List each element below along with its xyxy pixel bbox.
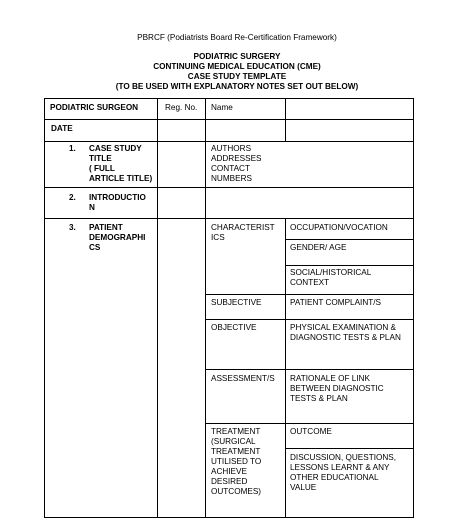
gender-age-label: GENDER/ AGE <box>290 243 347 252</box>
row-divider-header <box>44 119 414 120</box>
row-divider-2 <box>44 218 414 219</box>
subtitle-line-4: (TO BE USED WITH EXPLANATORY NOTES SET OUT BELOW) <box>115 82 359 91</box>
table-border-top <box>44 98 414 99</box>
column-divider-1 <box>157 98 158 518</box>
table-border-bottom <box>44 517 414 518</box>
discussion-label: DISCUSSION, QUESTIONS, LESSONS LEARNT & ANY OTHER EDUCATIONAL VALUE <box>290 453 396 492</box>
section-divider-subjective <box>205 294 414 295</box>
social-historical-label: SOCIAL/HISTORICAL CONTEXT <box>290 268 372 287</box>
authors-label: AUTHORS ADDRESSES CONTACT NUMBERS <box>211 144 262 183</box>
column-divider-2 <box>205 98 206 518</box>
patient-demographics-label: PATIENT DEMOGRAPHI CS <box>89 223 146 252</box>
rationale-label: RATIONALE OF LINK BETWEEN DIAGNOSTIC TESTS & PLAN <box>290 374 384 403</box>
subjective-label: SUBJECTIVE <box>211 298 262 307</box>
section-divider-assessment <box>205 369 414 370</box>
row-divider-1 <box>44 187 414 188</box>
subtitle-line-1: PODIATRIC SURGERY <box>193 52 281 61</box>
patient-complaint-label: PATIENT COMPLAINT/S <box>290 298 381 307</box>
subtitle-line-2: CONTINUING MEDICAL EDUCATION (CME) <box>153 62 321 71</box>
outcome-label: OUTCOME <box>290 427 332 436</box>
table-border-left <box>44 98 45 518</box>
column-divider-3b <box>285 218 286 518</box>
header-podiatric-surgeon: PODIATRIC SURGEON <box>50 103 139 112</box>
assessment-label: ASSESSMENT/S <box>211 374 275 383</box>
document-title: PBRCF (Podiatrists Board Re-Certification Framework) <box>137 33 337 42</box>
row-number-2: 2. <box>69 193 76 202</box>
section-divider-treatment <box>205 423 414 424</box>
treatment-label: TREATMENT (SURGICAL TREATMENT UTILISED TO ACHIEVE DESIRED OUTCOMES) <box>211 427 262 496</box>
header-reg-no: Reg. No. <box>165 103 198 112</box>
sub-divider-discussion <box>285 448 414 449</box>
subtitle-line-3: CASE STUDY TEMPLATE <box>187 72 287 81</box>
row-divider-date <box>44 141 414 142</box>
table-border-right <box>413 98 414 518</box>
column-divider-3 <box>285 98 286 142</box>
case-study-title-label: CASE STUDY TITLE ( FULL ARTICLE TITLE) <box>89 144 153 183</box>
sub-divider-social <box>285 265 414 266</box>
header-name: Name <box>211 103 233 112</box>
characteristics-label: CHARACTERIST ICS <box>211 223 275 242</box>
objective-label: OBJECTIVE <box>211 323 257 332</box>
physical-examination-label: PHYSICAL EXAMINATION & DIAGNOSTIC TESTS & PLAN <box>290 323 401 342</box>
section-divider-objective <box>205 319 414 320</box>
introduction-label: INTRODUCTIO N <box>89 193 146 212</box>
row-number-3: 3. <box>69 223 76 232</box>
row-number-1: 1. <box>69 144 76 153</box>
date-label: DATE <box>51 124 73 133</box>
sub-divider-gender <box>285 239 414 240</box>
occupation-label: OCCUPATION/VOCATION <box>290 223 388 232</box>
